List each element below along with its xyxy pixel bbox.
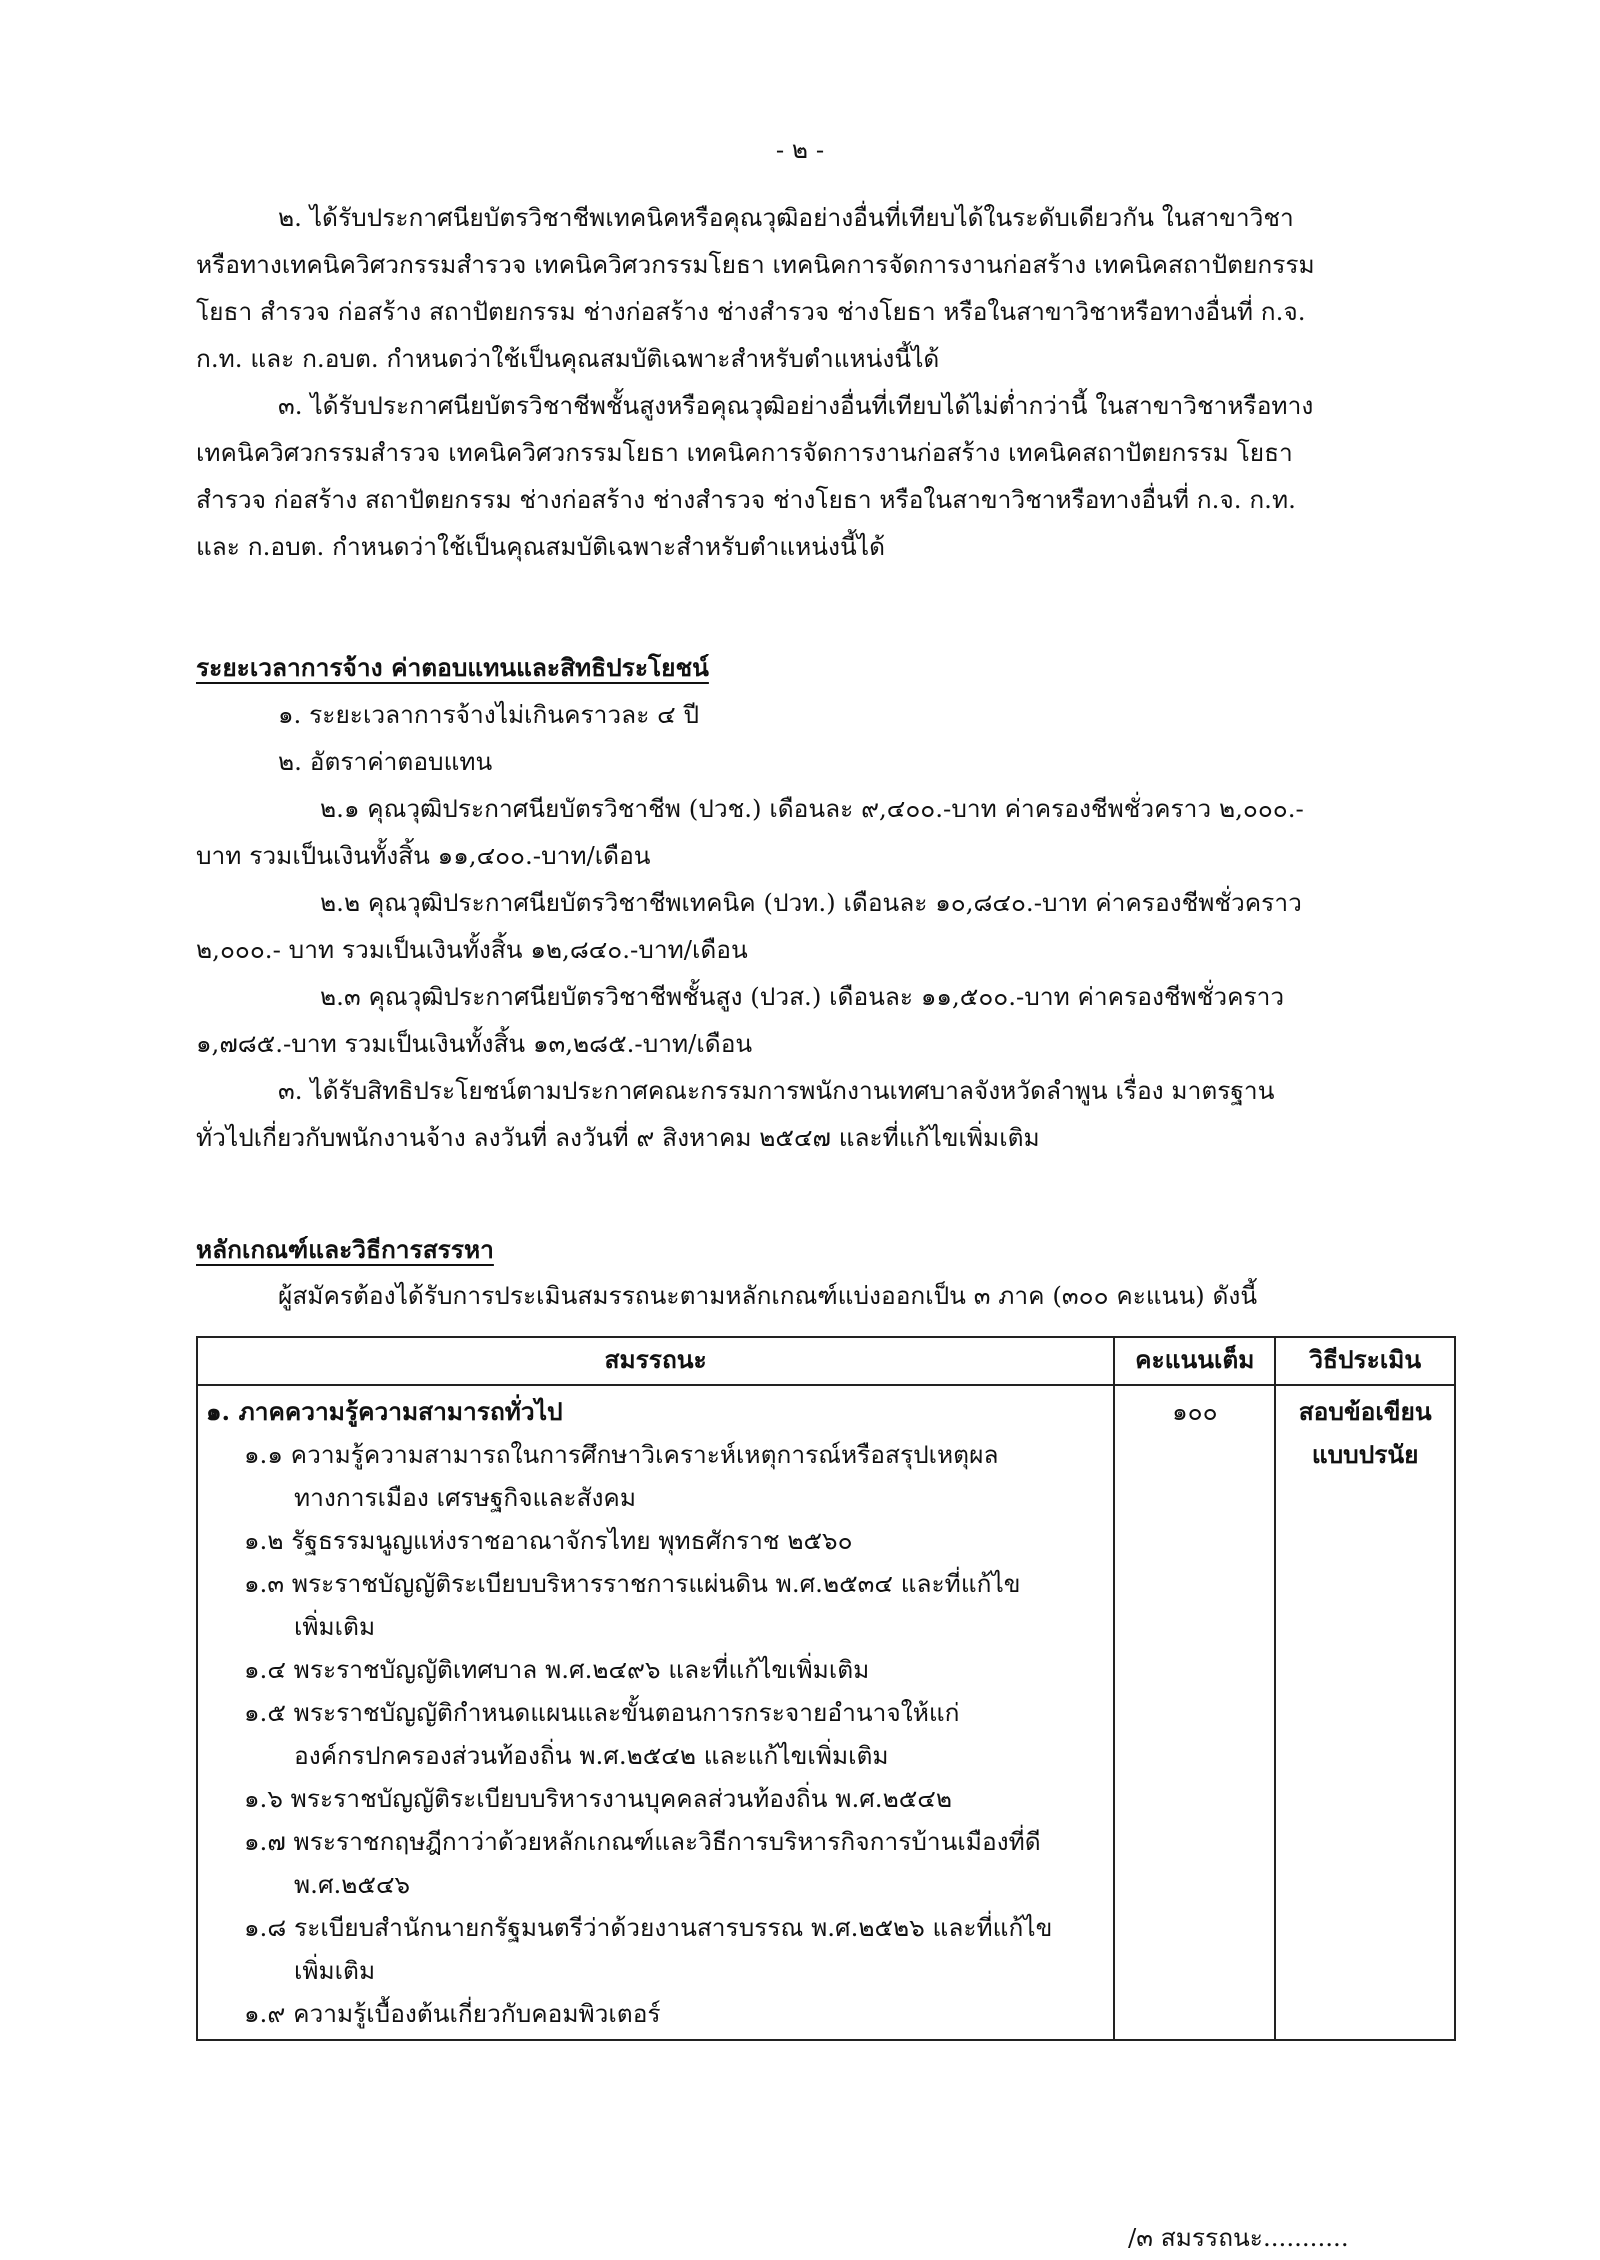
section-heading-selection: หลักเกณฑ์และวิธีการสรรหา (196, 1235, 494, 1264)
employment-line: ๒,๐๐๐.- บาท รวมเป็นเงินทั้งสิ้น ๑๒,๘๔๐.-บาท/เดือน (196, 935, 748, 964)
page-number: - ๒ - (775, 135, 825, 164)
competency-item: ทางการเมือง เศรษฐกิจและสังคม (294, 1483, 636, 1512)
header-competency: สมรรถนะ (197, 1337, 1114, 1385)
employment-line: ๒.๓ คุณวุฒิประกาศนียบัตรวิชาชีพชั้นสูง (ปวส.) เดือนละ ๑๑,๕๐๐.-บาท ค่าครองชีพชั่วคราว (320, 982, 1285, 1011)
competency-item: ๑.๙ ความรู้เบื้องต้นเกี่ยวกับคอมพิวเตอร์ (244, 1999, 661, 2028)
selection-intro: ผู้สมัครต้องได้รับการประเมินสมรรถนะตามหลักเกณฑ์แบ่งออกเป็น ๓ ภาค (๓๐๐ คะแนน) ดังนี้ (278, 1281, 1258, 1310)
employment-line: ๑. ระยะเวลาการจ้างไม่เกินคราวละ ๔ ปี (278, 700, 700, 729)
qualification-line: ก.ท. และ ก.อบต. กำหนดว่าใช้เป็นคุณสมบัติเฉพาะสำหรับตำแหน่งนี้ได้ (196, 344, 940, 373)
competency-item: ๑.๕ พระราชบัญญัติกำหนดแผนและขั้นตอนการกระจายอำนาจให้แก่ (244, 1698, 960, 1727)
employment-line: ๒.๑ คุณวุฒิประกาศนียบัตรวิชาชีพ (ปวช.) เดือนละ ๙,๔๐๐.-บาท ค่าครองชีพชั่วคราว ๒,๐๐๐.- (320, 794, 1304, 823)
table-header-row (197, 1337, 1455, 1385)
assessment-method-line: แบบปรนัย (1311, 1440, 1419, 1469)
competency-item: ๑.๑ ความรู้ความสามารถในการศึกษาวิเคราะห์เหตุการณ์หรือสรุปเหตุผล (244, 1440, 999, 1469)
qualification-line: และ ก.อบต. กำหนดว่าใช้เป็นคุณสมบัติเฉพาะสำหรับตำแหน่งนี้ได้ (196, 532, 885, 561)
qualification-line: สำรวจ ก่อสร้าง สถาปัตยกรรม ช่างก่อสร้าง ช่างสำรวจ ช่างโยธา หรือในสาขาวิชาหรือทางอื่นที่ ก.จ. ก.ท. (196, 485, 1296, 514)
competency-item: ๑.๔ พระราชบัญญัติเทศบาล พ.ศ.๒๔๙๖ และที่แก้ไขเพิ่มเติม (244, 1655, 870, 1684)
employment-line: บาท รวมเป็นเงินทั้งสิ้น ๑๑,๔๐๐.-บาท/เดือน (196, 841, 651, 870)
section-heading-employment: ระยะเวลาการจ้าง ค่าตอบแทนและสิทธิประโยชน์ (196, 653, 709, 682)
competency-section-title: ๑. ภาคความรู้ความสามารถทั่วไป (206, 1397, 563, 1426)
qualification-line: ๒. ได้รับประกาศนียบัตรวิชาชีพเทคนิคหรือคุณวุฒิอย่างอื่นที่เทียบได้ในระดับเดียวกัน ในสาขาวิชา (278, 203, 1294, 232)
full-score-cell (1114, 1385, 1275, 2040)
employment-line: ๑,๗๘๕.-บาท รวมเป็นเงินทั้งสิ้น ๑๓,๒๘๕.-บาท/เดือน (196, 1029, 753, 1058)
employment-line: ๒.๒ คุณวุฒิประกาศนียบัตรวิชาชีพเทคนิค (ปวท.) เดือนละ ๑๐,๘๔๐.-บาท ค่าครองชีพชั่วคราว (320, 888, 1302, 917)
qualification-line: โยธา สำรวจ ก่อสร้าง สถาปัตยกรรม ช่างก่อสร้าง ช่างสำรวจ ช่างโยธา หรือในสาขาวิชาหรือทางอื่นที่ ก.จ. (196, 297, 1306, 326)
employment-line: ๒. อัตราค่าตอบแทน (278, 747, 493, 776)
table-row (197, 1385, 1455, 2040)
header-assessment-method: วิธีประเมิน (1275, 1337, 1455, 1385)
assessment-method-cell (1275, 1385, 1455, 2040)
competency-item: ๑.๒ รัฐธรรมนูญแห่งราชอาณาจักรไทย พุทธศักราช ๒๕๖๐ (244, 1526, 853, 1555)
qualification-line: หรือทางเทคนิควิศวกรรมสำรวจ เทคนิควิศวกรรมโยธา เทคนิคการจัดการงานก่อสร้าง เทคนิคสถาปัตยกรรม (196, 250, 1315, 279)
qualification-line: ๓. ได้รับประกาศนียบัตรวิชาชีพชั้นสูงหรือคุณวุฒิอย่างอื่นที่เทียบได้ไม่ต่ำกว่านี้ ในสาขาวิชาหรือทาง (278, 391, 1314, 420)
competency-item: เพิ่มเติม (294, 1956, 376, 1985)
competency-item: เพิ่มเติม (294, 1612, 376, 1641)
header-full-score: คะแนนเต็ม (1114, 1337, 1275, 1385)
competency-cell (197, 1385, 1114, 2040)
competency-item: องค์กรปกครองส่วนท้องถิ่น พ.ศ.๒๕๔๒ และแก้ไขเพิ่มเติม (294, 1741, 889, 1770)
competency-item: ๑.๗ พระราชกฤษฎีกาว่าด้วยหลักเกณฑ์และวิธีการบริหารกิจการบ้านเมืองที่ดี (244, 1827, 1041, 1856)
competency-item: ๑.๖ พระราชบัญญัติระเบียบบริหารงานบุคคลส่วนท้องถิ่น พ.ศ.๒๕๔๒ (244, 1784, 952, 1813)
full-score-value: ๑๐๐ (1172, 1397, 1218, 1426)
competency-table (196, 1336, 1456, 2041)
employment-line: ๓. ได้รับสิทธิประโยชน์ตามประกาศคณะกรรมการพนักงานเทศบาลจังหวัดลำพูน เรื่อง มาตรฐาน (278, 1076, 1275, 1105)
competency-item: ๑.๘ ระเบียบสำนักนายกรัฐมนตรีว่าด้วยงานสารบรรณ พ.ศ.๒๕๒๖ และที่แก้ไข (244, 1913, 1053, 1942)
qualification-line: เทคนิควิศวกรรมสำรวจ เทคนิควิศวกรรมโยธา เทคนิคการจัดการงานก่อสร้าง เทคนิคสถาปัตยกรรม โยธา (196, 438, 1293, 467)
continuation-footer: /๓ สมรรถนะ........... (1128, 2223, 1349, 2252)
assessment-method-line: สอบข้อเขียน (1298, 1397, 1432, 1426)
employment-line: ทั่วไปเกี่ยวกับพนักงานจ้าง ลงวันที่ ลงวันที่ ๙ สิงหาคม ๒๕๔๗ และที่แก้ไขเพิ่มเติม (196, 1123, 1040, 1152)
competency-item: ๑.๓ พระราชบัญญัติระเบียบบริหารราชการแผ่นดิน พ.ศ.๒๕๓๔ และที่แก้ไข (244, 1569, 1021, 1598)
competency-item: พ.ศ.๒๕๔๖ (294, 1870, 411, 1899)
